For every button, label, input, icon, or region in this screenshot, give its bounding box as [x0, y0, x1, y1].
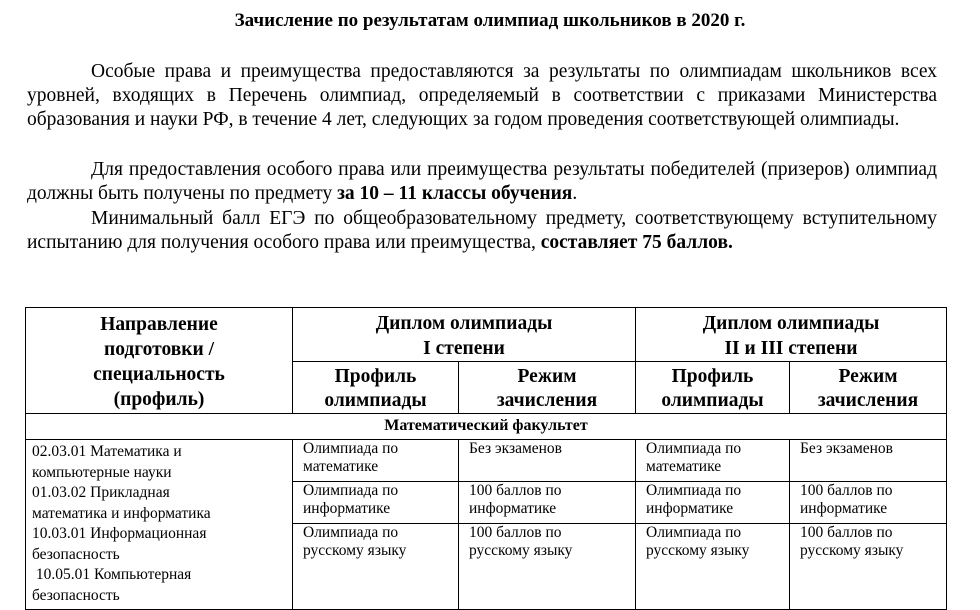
direction-line: 10.03.01 Информационная [32, 525, 207, 542]
profile-entry: Олимпиада по русскому языку [646, 524, 750, 559]
profile-entry: Олимпиада по информатике [636, 482, 789, 524]
profile-column-2 [636, 440, 790, 610]
header-diploma-2-3: Диплом олимпиады II и III степени [636, 308, 947, 362]
direction-line: 02.03.01 Математика и [32, 443, 182, 460]
direction-line: безопасность [32, 586, 120, 604]
profile-entry: Олимпиада по русскому языку [303, 524, 407, 559]
paragraph-special-rights: Особые права и преимущества предоставляются за результаты по олимпиадам школьников всех уровней, входящих в Перечень олимпиад, определяемый в соответствии с приказами Министерства образования и науки РФ, в течение 4 лет, следующих за годом проведения соответствующей олимпиады. [27, 61, 937, 130]
header-direction: Направление подготовки / специальность (профиль) [26, 308, 293, 414]
mode-entry: 100 баллов по русскому языку [469, 524, 573, 559]
header-diploma-1: Диплом олимпиады I степени [293, 308, 636, 362]
paragraph-grades-end: . [572, 183, 578, 204]
paragraph-min-score-bold: составляет 75 баллов. [540, 232, 733, 253]
paragraph-grades-bold: за 10 – 11 классы обучения [337, 183, 573, 204]
mode-column-1 [459, 440, 636, 610]
mode-column-2 [790, 440, 947, 610]
paragraph-grades [27, 158, 937, 206]
mode-entry: Без экзаменов [459, 440, 635, 482]
direction-line: 01.03.02 Прикладная [32, 484, 170, 501]
mode-entry: 100 баллов по русскому языку [800, 524, 904, 559]
profile-column-1 [293, 440, 459, 610]
directions-cell [26, 440, 293, 610]
subheader-profile-2: Профиль олимпиады [636, 362, 790, 414]
profile-entry: Олимпиада по информатике [293, 482, 458, 524]
paragraph-min-score-text: Минимальный балл ЕГЭ по общеобразовательному предмету, соответствующему вступительному испытанию для получения особого права или преимущества, [27, 208, 937, 253]
olympiad-table [25, 307, 947, 610]
mode-entry: 100 баллов по информатике [459, 482, 635, 524]
faculty-row: Математический факультет [26, 414, 947, 440]
direction-line: математика и информатика [32, 504, 211, 522]
direction-line: безопасность [32, 545, 120, 563]
subheader-mode-2: Режим зачисления [790, 362, 947, 414]
subheader-profile-1: Профиль олимпиады [293, 362, 459, 414]
direction-line: компьютерные науки [32, 463, 172, 481]
page-title: Зачисление по результатам олимпиад школьников в 2020 г. [234, 10, 746, 31]
profile-entry: Олимпиада по математике [293, 440, 458, 482]
mode-entry: 100 баллов по информатике [790, 482, 946, 524]
profile-entry: Олимпиада по математике [636, 440, 789, 482]
paragraph-min-score [27, 207, 937, 255]
direction-line: 10.05.01 Компьютерная [32, 566, 192, 583]
paragraph-grades-text: Для предоставления особого права или преимущества результаты победителей (призеров) олимпиад должны быть получены по предмету [27, 159, 937, 204]
mode-entry: Без экзаменов [790, 440, 946, 482]
subheader-mode-1: Режим зачисления [459, 362, 636, 414]
